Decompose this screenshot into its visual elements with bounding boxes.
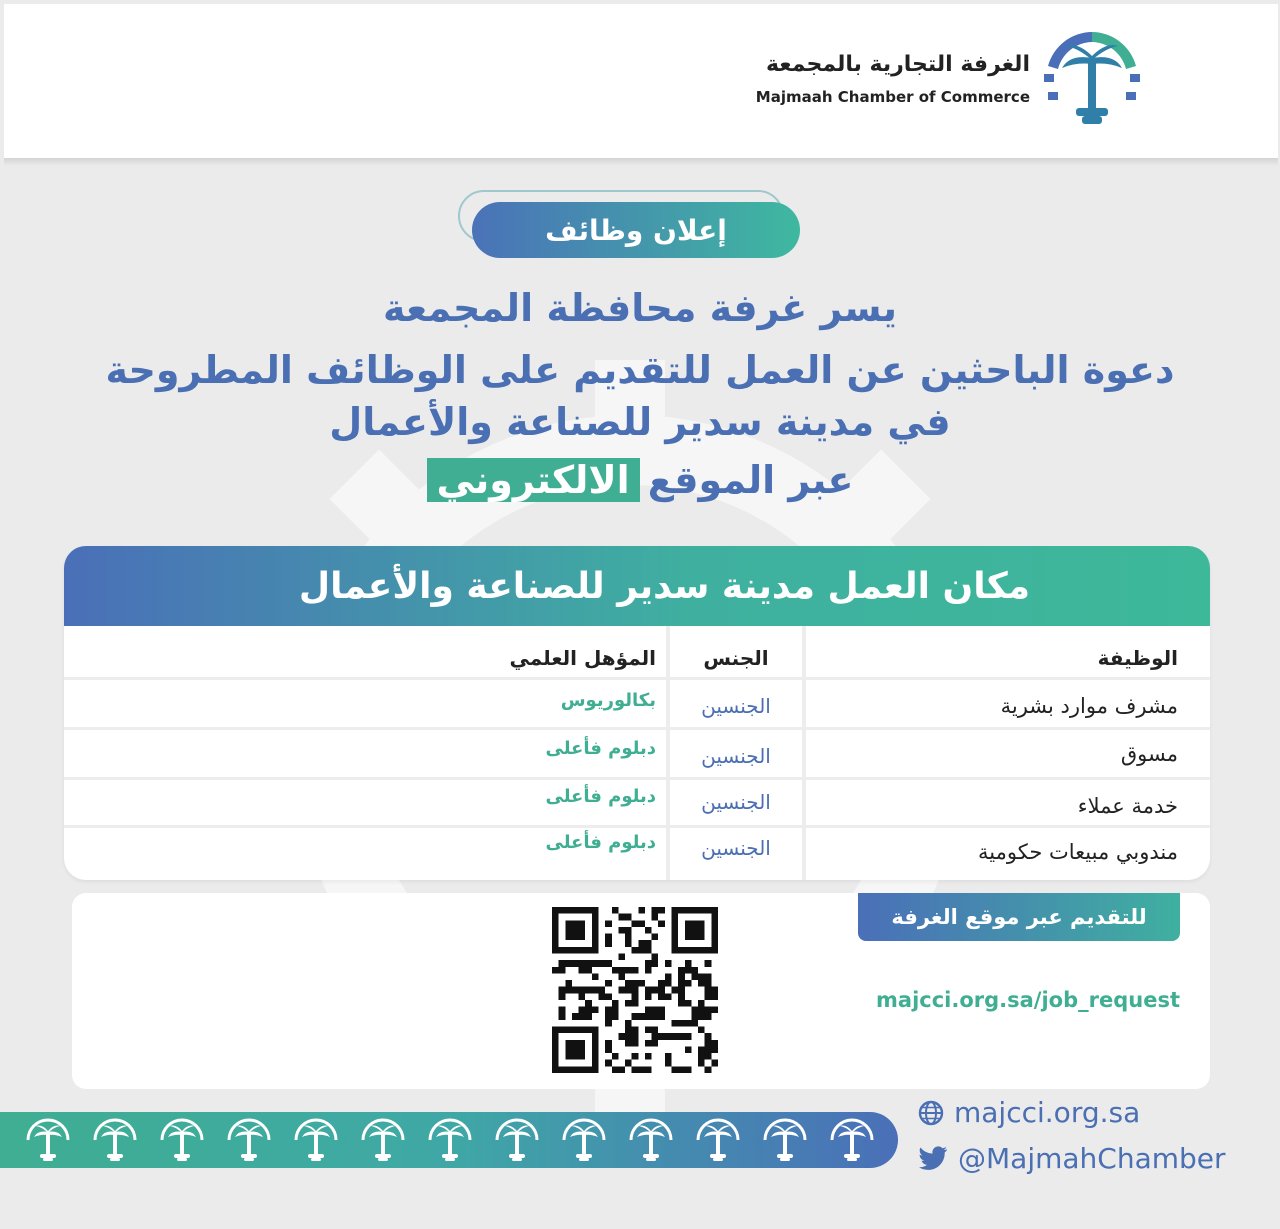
job-qualification: دبلوم فأعلى	[545, 786, 656, 807]
header-divider	[4, 158, 1278, 166]
job-qualification: دبلوم فأعلى	[545, 738, 656, 759]
intro-line-4-text: عبر الموقع	[647, 458, 854, 502]
apply-link[interactable]: majcci.org.sa/job_request	[876, 988, 1180, 1012]
palm-pattern-icon	[292, 1116, 340, 1164]
table-row	[64, 732, 1210, 780]
palm-pattern-icon	[694, 1116, 742, 1164]
intro-line-3: في مدينة سدير للصناعة والأعمال	[329, 400, 951, 444]
intro-line-4	[80, 458, 1200, 502]
palm-pattern-icon	[359, 1116, 407, 1164]
header-qualification: المؤهل العلمي	[509, 646, 656, 670]
footer-pattern-bar	[0, 1112, 898, 1168]
header-job: الوظيفة	[1097, 646, 1178, 670]
job-qualification: بكالوريوس	[560, 690, 656, 711]
job-sex: الجنسين	[701, 744, 771, 768]
palm-pattern-icon	[828, 1116, 876, 1164]
apply-label: للتقديم عبر موقع الغرفة	[858, 893, 1180, 941]
jobs-card	[64, 546, 1210, 880]
palm-pattern-icon	[225, 1116, 273, 1164]
table-row	[64, 828, 1210, 876]
intro-highlight: الالكتروني	[427, 458, 640, 502]
job-title: مندوبي مبيعات حكومية	[978, 840, 1178, 864]
website-text: majcci.org.sa	[954, 1096, 1141, 1129]
palm-pattern-icon	[627, 1116, 675, 1164]
table-header-row	[64, 632, 1210, 680]
palm-pattern-icon	[761, 1116, 809, 1164]
globe-icon	[918, 1100, 944, 1126]
twitter-icon	[918, 1146, 948, 1172]
palm-pattern-icon	[493, 1116, 541, 1164]
intro-line-1: يسر غرفة محافظة المجمعة	[382, 286, 898, 330]
chamber-logo-icon	[1040, 28, 1144, 128]
qr-code-icon[interactable]	[552, 907, 718, 1073]
twitter-contact[interactable]	[918, 1142, 1226, 1175]
header-sex: الجنس	[703, 646, 769, 670]
job-title: مسوق	[1120, 742, 1178, 766]
job-sex: الجنسين	[701, 836, 771, 860]
table-row	[64, 780, 1210, 828]
job-title: مشرف موارد بشرية	[1000, 694, 1178, 718]
job-announcement-badge: إعلان وظائف	[472, 202, 800, 258]
palm-pattern-icon	[24, 1116, 72, 1164]
website-contact[interactable]	[918, 1096, 1140, 1129]
palm-pattern-icon	[91, 1116, 139, 1164]
job-title: خدمة عملاء	[1077, 794, 1178, 818]
intro-line-2: دعوة الباحثين عن العمل للتقديم على الوظائف المطروحة	[105, 348, 1175, 392]
twitter-handle: @MajmahChamber	[958, 1142, 1226, 1175]
job-sex: الجنسين	[701, 694, 771, 718]
logo-arabic-name: الغرفة التجارية بالمجمعة	[765, 52, 1030, 77]
job-qualification: دبلوم فأعلى	[545, 832, 656, 853]
job-sex: الجنسين	[701, 790, 771, 814]
palm-pattern-icon	[426, 1116, 474, 1164]
palm-pattern-icon	[158, 1116, 206, 1164]
logo-english-name: Majmaah Chamber of Commerce	[755, 88, 1030, 106]
table-row	[64, 682, 1210, 730]
palm-pattern-icon	[560, 1116, 608, 1164]
work-location-title: مكان العمل مدينة سدير للصناعة والأعمال	[64, 546, 1210, 626]
